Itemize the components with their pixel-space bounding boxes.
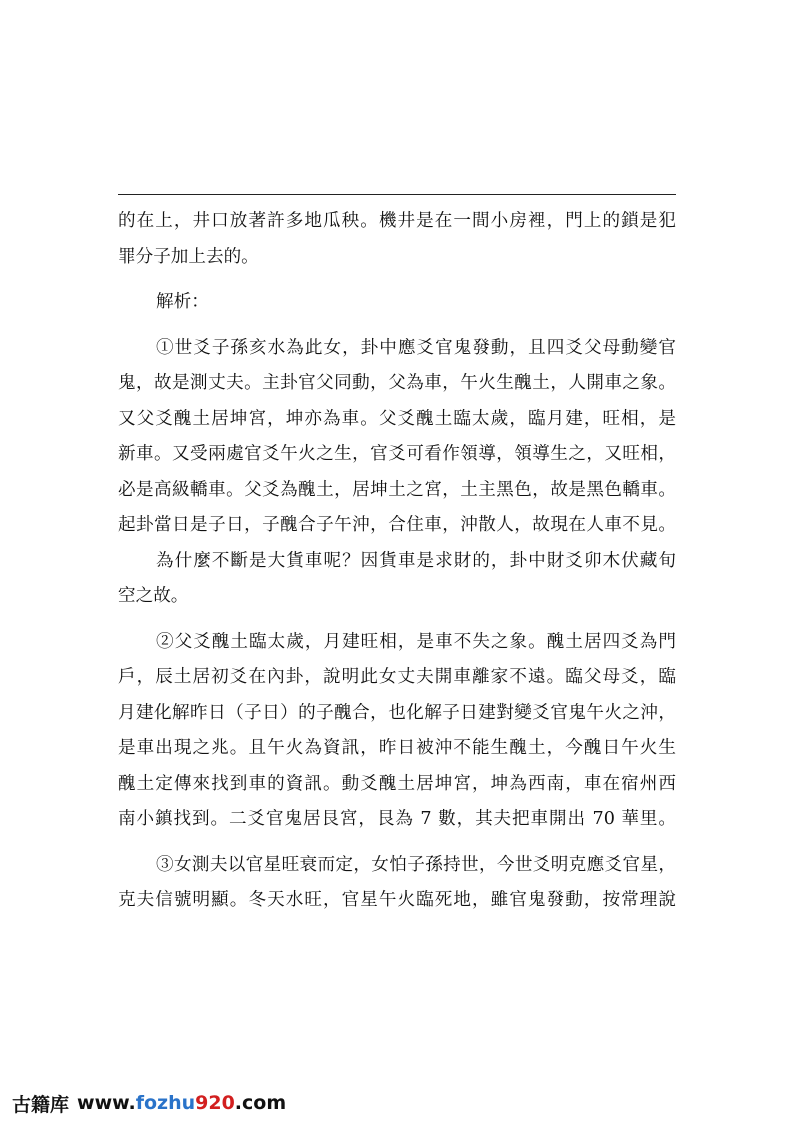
text-line: 空之故。: [118, 586, 189, 606]
paragraph: [118, 625, 676, 838]
text-line: 是車出現之兆。且午火為資訊，昨日被沖不能生醜土，今醜日午火生: [118, 738, 676, 758]
text-line: 克夫信號明顯。冬天水旺，官星午火臨死地，雖官鬼發動，按常理說: [118, 890, 676, 910]
text-line: 戶，辰土居初爻在內卦，說明此女丈夫開車離家不遠。臨父母爻，臨: [118, 667, 676, 687]
text-line: 必是高級轎車。父爻為醜土，居坤土之宮，土主黑色，故是黑色轎車。: [118, 479, 676, 500]
paragraph: [118, 544, 676, 615]
site-url-domain: fozhu: [135, 1092, 196, 1114]
section-heading: 解析：: [156, 292, 209, 312]
text-line: 月建化解昨日（子日）的子醜合，也化解子日建對變爻官鬼午火之沖，: [118, 702, 676, 723]
paragraph: [118, 285, 676, 321]
site-url-prefix: www.: [77, 1092, 136, 1114]
site-url-number: 920: [195, 1092, 235, 1114]
text-line: 南小鎮找到。二爻官鬼居艮宮，艮為 7 數，其夫把車開出 70 華里。: [118, 809, 676, 829]
text-line: 鬼，故是測丈夫。主卦官父同動，父為車，午火生醜土，人開車之象。: [118, 373, 676, 393]
paragraph: [118, 204, 676, 275]
text-line: 醜土定傳來找到車的資訊。動爻醜土居坤宮，坤為西南，車在宿州西: [118, 773, 676, 794]
text-line: 的在上，井口放著許多地瓜秧。機井是在一間小房裡，門上的鎖是犯: [118, 211, 676, 231]
text-line: 起卦當日是子日，子醜合子午沖，合住車，沖散人，故現在人車不見。: [118, 515, 676, 535]
text-line: 新車。又受兩處官爻午火之生，官爻可看作領導，領導生之，又旺相，: [118, 444, 676, 464]
text-line: ③女測夫以官星旺衰而定，女怕子孫持世，今世爻明克應爻官星，: [156, 854, 676, 875]
site-name: 古籍库: [12, 1093, 70, 1116]
site-watermark: [12, 1088, 286, 1118]
text-line: 又父爻醜土居坤宮，坤亦為車。父爻醜土臨太歲，臨月建，旺相，是: [118, 408, 676, 429]
body-text: [118, 204, 676, 919]
site-url-suffix: .com: [234, 1092, 287, 1114]
paragraph: [118, 331, 676, 544]
text-line: 為什麼不斷是大貨車呢？因貨車是求財的，卦中財爻卯木伏藏旬: [156, 550, 676, 571]
text-line: 罪分子加上去的。: [118, 246, 259, 267]
text-line: ②父爻醜土臨太歲，月建旺相，是車不失之象。醜土居四爻為門: [156, 631, 676, 652]
paragraph: [118, 848, 676, 919]
header-rule: [118, 194, 676, 195]
text-line: ①世爻子孫亥水為此女，卦中應爻官鬼發動，且四爻父母動變官: [156, 337, 676, 358]
